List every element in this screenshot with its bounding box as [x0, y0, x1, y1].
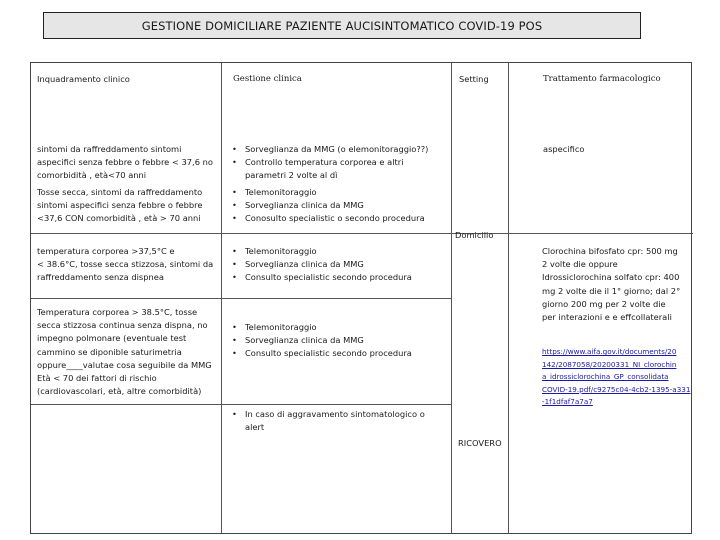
aifa-document-link[interactable] [542, 346, 690, 409]
text-line: Tosse secca, sintomi da raffreddamento [37, 187, 203, 197]
inquadramento-row-3 [37, 245, 213, 285]
inquadramento-row-1 [37, 143, 213, 183]
trattamento-clorochina [542, 245, 680, 324]
bullet-text: • Sorveglianza clinica da MMG [245, 200, 364, 211]
row-divider [31, 233, 693, 234]
bullet-item [231, 271, 412, 284]
text-line: Clorochina bifosfato cpr: 500 mg [542, 246, 678, 256]
text-line: secca stizzosa continua senza dispna, no [37, 320, 208, 331]
bullet-item [231, 212, 425, 225]
text-line: aspecifici senza febbre o febbre < 37,6 no [37, 157, 213, 168]
gestione-row-1 [231, 143, 428, 183]
gestione-row-4 [231, 321, 412, 361]
link-line[interactable]: 142/2087058/20200331_NI_clorochin [542, 359, 677, 369]
bullet-text: • Sorveglianza clinica da MMG [245, 335, 364, 346]
header-trattamento: Trattamento farmacologico [543, 74, 661, 84]
text-line: Temperatura corporea > 38.5°C, tosse [37, 307, 198, 317]
text-line: <37,6 CON comorbidità , età > 70 anni [37, 213, 201, 224]
text-line: per interazioni e e effcollaterali [542, 312, 672, 323]
text-line: temperatura corporea >37,5°C e [37, 246, 175, 256]
link-line[interactable]: a_idrossiclorochina_GP_consolidata [542, 372, 669, 382]
text-line: mg 2 volte die il 1° giorno; dal 2° [542, 285, 681, 296]
bullet-text: • Telemonitoraggio [245, 187, 317, 197]
header-setting: Setting [459, 74, 489, 84]
bullet-text: • Consulto specialistic secondo procedura [245, 348, 412, 359]
bullet-item [231, 408, 425, 434]
clinical-management-table [30, 62, 692, 534]
bullet-item [231, 143, 428, 156]
text-line: Età < 70 dei fattori di rischio [37, 373, 157, 384]
text-line: comorbidità , età<70 anni [37, 170, 147, 181]
inquadramento-row-4 [37, 306, 212, 398]
text-line: giorno 200 mg per 2 volte die [542, 298, 666, 309]
bullet-item [231, 347, 412, 360]
bullet-text: • In caso di aggravamento sintomatologico o [245, 409, 425, 419]
column-divider [508, 63, 509, 533]
bullet-text: • Controllo temperatura corporea e altri [245, 157, 404, 168]
link-line[interactable]: COVID-19.pdf/c9275c04-4cb2-1395-a331 [542, 384, 691, 394]
bullet-item [231, 258, 412, 271]
text-line: sintomi aspecifici senza febbre o febbre [37, 200, 203, 211]
gestione-row-2 [231, 186, 425, 226]
column-divider [451, 63, 452, 533]
gestione-row-5 [231, 408, 425, 434]
row-divider [31, 404, 451, 405]
bullet-text: • Telemonitoraggio [245, 246, 317, 256]
text-line: sintomi da raffreddamento sintomi [37, 144, 182, 154]
text-line: Idrossiclorochina solfato cpr: 400 [542, 272, 680, 283]
page-title [43, 12, 641, 39]
text-line: raffreddamento senza dispnea [37, 272, 164, 283]
row-divider [31, 298, 451, 299]
bullet-text: parametri 2 volte al dì [245, 170, 338, 181]
bullet-text: alert [245, 422, 265, 433]
bullet-text: • Telemonitoraggio [245, 322, 317, 332]
link-line[interactable]: -1f1dfaf7a7a7 [542, 397, 593, 407]
bullet-text: • Sorveglianza clinica da MMG [245, 259, 364, 270]
bullet-text: • Conosulto specialistic o secondo procedura [245, 213, 425, 224]
bullet-item [231, 156, 428, 182]
text-line: (cardiovascolari, età, altre comorbidità) [37, 386, 202, 397]
trattamento-aspecifico: aspecifico [543, 144, 585, 154]
text-line: cammino se diponible saturimetria [37, 346, 182, 357]
text-line: oppure____valutae cosa seguibile da MMG [37, 359, 212, 370]
bullet-item [231, 199, 425, 212]
inquadramento-row-2 [37, 186, 203, 226]
bullet-item [231, 186, 425, 199]
setting-domicilio: Domicilio [455, 230, 494, 240]
bullet-item [231, 334, 412, 347]
bullet-text: • Consulto specialistic secondo procedura [245, 272, 412, 283]
header-gestione: Gestione clinica [233, 74, 302, 84]
bullet-item [231, 245, 412, 258]
setting-ricovero: RICOVERO [458, 438, 502, 448]
header-inquadramento: Inquadramento clinico [37, 74, 130, 84]
text-line: < 38.6°C, tosse secca stizzosa, sintomi da [37, 259, 214, 270]
link-line[interactable]: https://www.aifa.gov.it/documents/20 [542, 347, 677, 356]
text-line: impegno polmonare (eventuale test [37, 333, 187, 344]
gestione-row-3 [231, 245, 412, 285]
text-line: 2 volte die oppure [542, 259, 618, 270]
bullet-item [231, 321, 412, 334]
page-title-text: GESTIONE DOMICILIARE PAZIENTE AUCISINTOMATICO COVID-19 POS [141, 18, 543, 33]
bullet-text: • Sorveglianza da MMG (o elemonitoraggio??) [245, 144, 429, 154]
